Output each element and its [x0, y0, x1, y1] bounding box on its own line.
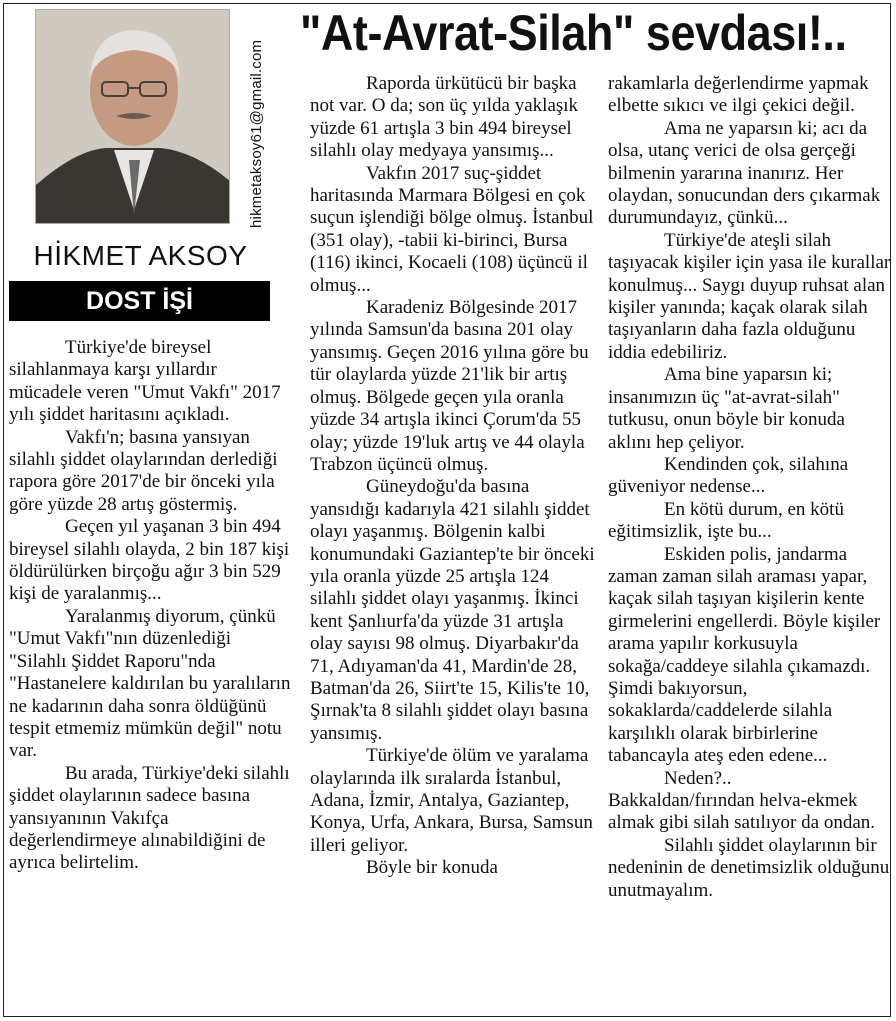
paragraph: Türkiye'de ateşli silah taşıyacak kişiler için yasa ile kurallar konulmuş... Saygı duyup ruhsat alan kişiler yanında; kaçak olarak silah taşıyanların daha fazla olduğunu iddia edebiliriz. — [608, 229, 891, 363]
author-name: HİKMET AKSOY — [33, 240, 248, 271]
paragraph: Yaralanmış diyorum, çünkü "Umut Vakfı"nın düzenlediği "Silahlı Şiddet Raporu"nda "Hastanelere kaldırılan bu yaralıların ne kadarının daha sonra öldüğünü tespit etmemiz mümkün değil" notu var. — [9, 605, 291, 762]
paragraph: Böyle bir konuda — [366, 857, 498, 879]
paragraph: Bakkaldan/fırından helva-ekmek almak gibi silah satılıyor da ondan. — [608, 790, 876, 834]
paragraph: Türkiye'de bireysel silahlanmaya karşı yıllardır mücadele veren "Umut Vakfı" 2017 yılı şiddet haritasını açıkladı. — [9, 337, 281, 426]
paragraph: Vakfı'n; basına yansıyan silahlı şiddet olaylarından derlediği rapora göre 2017'de bir önceki yıla göre yüzde 28 artış göstermiş. — [9, 426, 278, 515]
article-column-1 — [9, 337, 292, 875]
article-column-2 — [310, 73, 597, 880]
paragraph: Ama bine yaparsın ki; insanımızın üç "at-avrat-silah" tutkusu, onun böyle bir konuda aklını hep çeliyor. — [608, 364, 845, 453]
column-name-banner: DOST İŞİ — [9, 281, 270, 321]
paragraph: Türkiye'de ölüm ve yaralama olaylarında ilk sıralarda İstanbul, Adana, İzmir, Antalya, Gaziantep, Konya, Urfa, Ankara, Bursa, Samsun illeri geliyor. — [310, 745, 593, 856]
author-email: hikmetaksoy61@gmail.com — [248, 39, 265, 228]
article-column-3 — [608, 73, 892, 902]
paragraph: Ama ne yaparsın ki; acı da olsa, utanç verici de olsa gerçeği bilmenin yararına inanırız. Her olaydan, sonucundan ders çıkarmak durumundayız, çünkü... — [608, 117, 881, 229]
paragraph: Bu arada, Türkiye'deki silahlı şiddet olaylarının sadece basına yansıyanının Vakıfça değerlendirmeye alınabildiğini de ayrıca belirtelim. — [9, 762, 290, 874]
headline: "At-Avrat-Silah" sevdası!.. — [300, 5, 847, 61]
paragraph: Geçen yıl yaşanan 3 bin 494 bireysel silahlı olayda, 2 bin 187 kişi öldürülürken birçoğu ağır 3 bin 529 kişi de yaralanmış... — [9, 516, 290, 605]
paragraph: Silahlı şiddet olaylarının bir nedeninin de denetimsizlik olduğunu unutmayalım. — [608, 834, 890, 901]
paragraph: Neden?.. — [664, 767, 732, 789]
paragraph: Raporda ürkütücü bir başka not var. O da; son üç yılda yaklaşık yüzde 61 artışla 3 bin 494 bireysel silahlı olay medyaya yansımış... — [310, 73, 579, 162]
author-photo — [35, 9, 230, 224]
paragraph: En kötü durum, en kötü eğitimsizlik, işte bu... — [608, 498, 844, 543]
paragraph: Kendinden çok, silahına güveniyor nedense... — [608, 453, 849, 498]
author-portrait-image — [36, 10, 230, 224]
paragraph: Vakfın 2017 suç-şiddet haritasında Marmara Bölgesi en çok suçun işlendiği bölge olmuş. İstanbul (351 olay), -tabii ki-birinci, Bursa (116) ikinci, Kocaeli (108) üçüncü il olmuş... — [310, 162, 594, 296]
paragraph: Eskiden polis, jandarma zaman zaman silah araması yapar, kaçak silah taşıyan kişilerin kente girmelerini engellerdi. Böyle kişiler arama yapılır korkusuyla sokağa/caddeye silahla çıkamazdı. Şimdi bakıyorsun, sokaklarda/caddelerde silahla karşılıklı olarak birbirlerine tabancayla ateş eden edene... — [608, 543, 881, 767]
paragraph: Güneydoğu'da basına yansıdığı kadarıyla 421 silahlı şiddet olayı yaşanmış. Bölgenin kalbi konumundaki Gaziantep'te bir önceki yıla oranla yüzde 25 artışla 124 silahlı şiddet olayı yaşanmış. İkinci kent Şanlıurfa'da yüzde 31 artışla olay sayısı 98 olmuş. Diyarbakır'da 71, Adıyaman'da 41, Mardin'de 28, Batman'da 26, Siirt'te 15, Kilis'te 10, Şırnak'ta 8 silahlı şiddet olayı basına yansımış. — [310, 476, 595, 744]
paragraph: Karadeniz Bölgesinde 2017 yılında Samsun'da basına 201 olay yansımış. Geçen 2016 yılına göre bu tür olaylarda yüzde 21'lik bir artış olmuş. Bölgede geçen yıla oranla yüzde 34 artışla ikinci Çorum'da 55 olay; yüzde 19'luk artış ve 44 olayla Trabzon üçüncü olmuş. — [310, 297, 589, 475]
paragraph-continued: rakamlarla değerlendirme yapmak elbette sıkıcı ve ilgi çekici değil. — [608, 73, 869, 117]
